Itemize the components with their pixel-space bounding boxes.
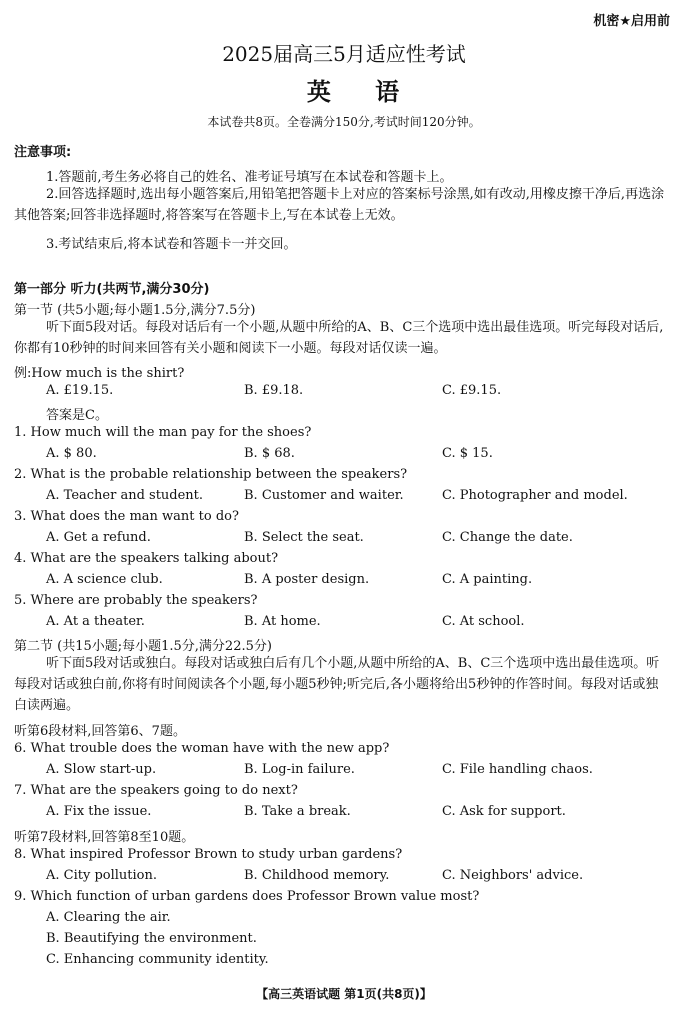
q4-option-c: C. A painting. [442, 572, 533, 587]
example-answer: 答案是C。 [46, 408, 108, 423]
q8-option-a: A. City pollution. [46, 868, 158, 883]
section1-instructions: 听下面5段对话。每段对话后有一个小题,从题中所给的A、B、C三个选项中选出最佳选项。听完每段对话后,你都有10秒钟的时间来回答有关小题和阅读下一小题。每段对话仅读一遍。 [14, 320, 664, 356]
q4-option-a: A. A science club. [46, 572, 163, 587]
part1-heading: 第一部分 听力(共两节,满分30分) [14, 282, 210, 297]
q6-option-b: B. Log-in failure. [244, 762, 355, 777]
question-9: 9. Which function of urban gardens does Professor Brown value most? [14, 889, 480, 904]
q2-option-b: B. Customer and waiter. [244, 488, 404, 503]
notes-heading: 注意事项: [14, 145, 72, 160]
question-3: 3. What does the man want to do? [14, 509, 239, 524]
question-4: 4. What are the speakers talking about? [14, 551, 279, 566]
exam-info: 本试卷共8页。全卷满分150分,考试时间120分钟。 [207, 115, 481, 129]
material-6-note: 听第6段材料,回答第6、7题。 [14, 724, 186, 739]
q1-option-c: C. $ 15. [442, 446, 493, 461]
section1-heading: 第一节 (共5小题;每小题1.5分,满分7.5分) [14, 303, 256, 318]
q8-option-b: B. Childhood memory. [244, 868, 390, 883]
section2-instructions: 听下面5段对话或独白。每段对话或独白后有几个小题,从题中所给的A、B、C三个选项中选出最佳选项。听每段对话或独白前,你将有时间阅读各个小题,每小题5秒钟;听完后,各小题将给出5秒钟的作答时间。每段对话或独白读两遍。 [14, 656, 660, 713]
q5-option-a: A. At a theater. [46, 614, 145, 629]
example-option-c: C. £9.15. [442, 383, 502, 398]
note-item-3: 3.考试结束后,将本试卷和答题卡一并交回。 [46, 237, 297, 252]
question-5: 5. Where are probably the speakers? [14, 593, 258, 608]
q3-option-b: B. Select the seat. [244, 530, 364, 545]
q3-option-a: A. Get a refund. [46, 530, 151, 545]
q4-option-b: B. A poster design. [244, 572, 370, 587]
q9-option-a: A. Clearing the air. [46, 910, 171, 925]
q5-option-b: B. At home. [244, 614, 321, 629]
q1-option-b: B. $ 68. [244, 446, 295, 461]
q6-option-a: A. Slow start-up. [46, 762, 157, 777]
q7-option-b: B. Take a break. [244, 804, 351, 819]
q7-option-a: A. Fix the issue. [46, 804, 152, 819]
q9-option-c: C. Enhancing community identity. [46, 952, 269, 967]
note-item-2: 2.回答选择题时,选出每小题答案后,用铅笔把答题卡上对应的答案标号涂黑,如有改动,用橡皮擦干净后,再选涂其他答案;回答非选择题时,将答案写在答题卡上,写在本试卷上无效。 [14, 187, 665, 223]
question-8: 8. What inspired Professor Brown to study urban gardens? [14, 847, 403, 862]
q9-option-b: B. Beautifying the environment. [46, 931, 257, 946]
note-item-1: 1.答题前,考生务必将自己的姓名、准考证号填写在本试卷和答题卡上。 [46, 170, 453, 185]
q6-option-c: C. File handling chaos. [442, 762, 593, 777]
q7-option-c: C. Ask for support. [442, 804, 566, 819]
q5-option-c: C. At school. [442, 614, 525, 629]
subject-title: 英 语 [306, 77, 418, 106]
question-6: 6. What trouble does the woman have with the new app? [14, 741, 390, 756]
example-option-a: A. £19.15. [46, 383, 114, 398]
confidential-label: 机密★启用前 [593, 14, 670, 29]
q8-option-c: C. Neighbors' advice. [442, 868, 584, 883]
section2-heading: 第二节 (共15小题;每小题1.5分,满分22.5分) [14, 639, 272, 654]
question-2: 2. What is the probable relationship between the speakers? [14, 467, 408, 482]
q2-option-a: A. Teacher and student. [46, 488, 204, 503]
page-footer: 【高三英语试题 第1页(共8页)】 [256, 987, 432, 1001]
q1-option-a: A. $ 80. [46, 446, 97, 461]
question-7: 7. What are the speakers going to do next? [14, 783, 298, 798]
question-1: 1. How much will the man pay for the shoes? [14, 425, 312, 440]
exam-title: 2025届高三5月适应性考试 [222, 42, 466, 66]
material-7-note: 听第7段材料,回答第8至10题。 [14, 830, 195, 845]
example-question: 例:How much is the shirt? [14, 366, 185, 381]
q2-option-c: C. Photographer and model. [442, 488, 628, 503]
q3-option-c: C. Change the date. [442, 530, 573, 545]
example-option-b: B. £9.18. [244, 383, 304, 398]
